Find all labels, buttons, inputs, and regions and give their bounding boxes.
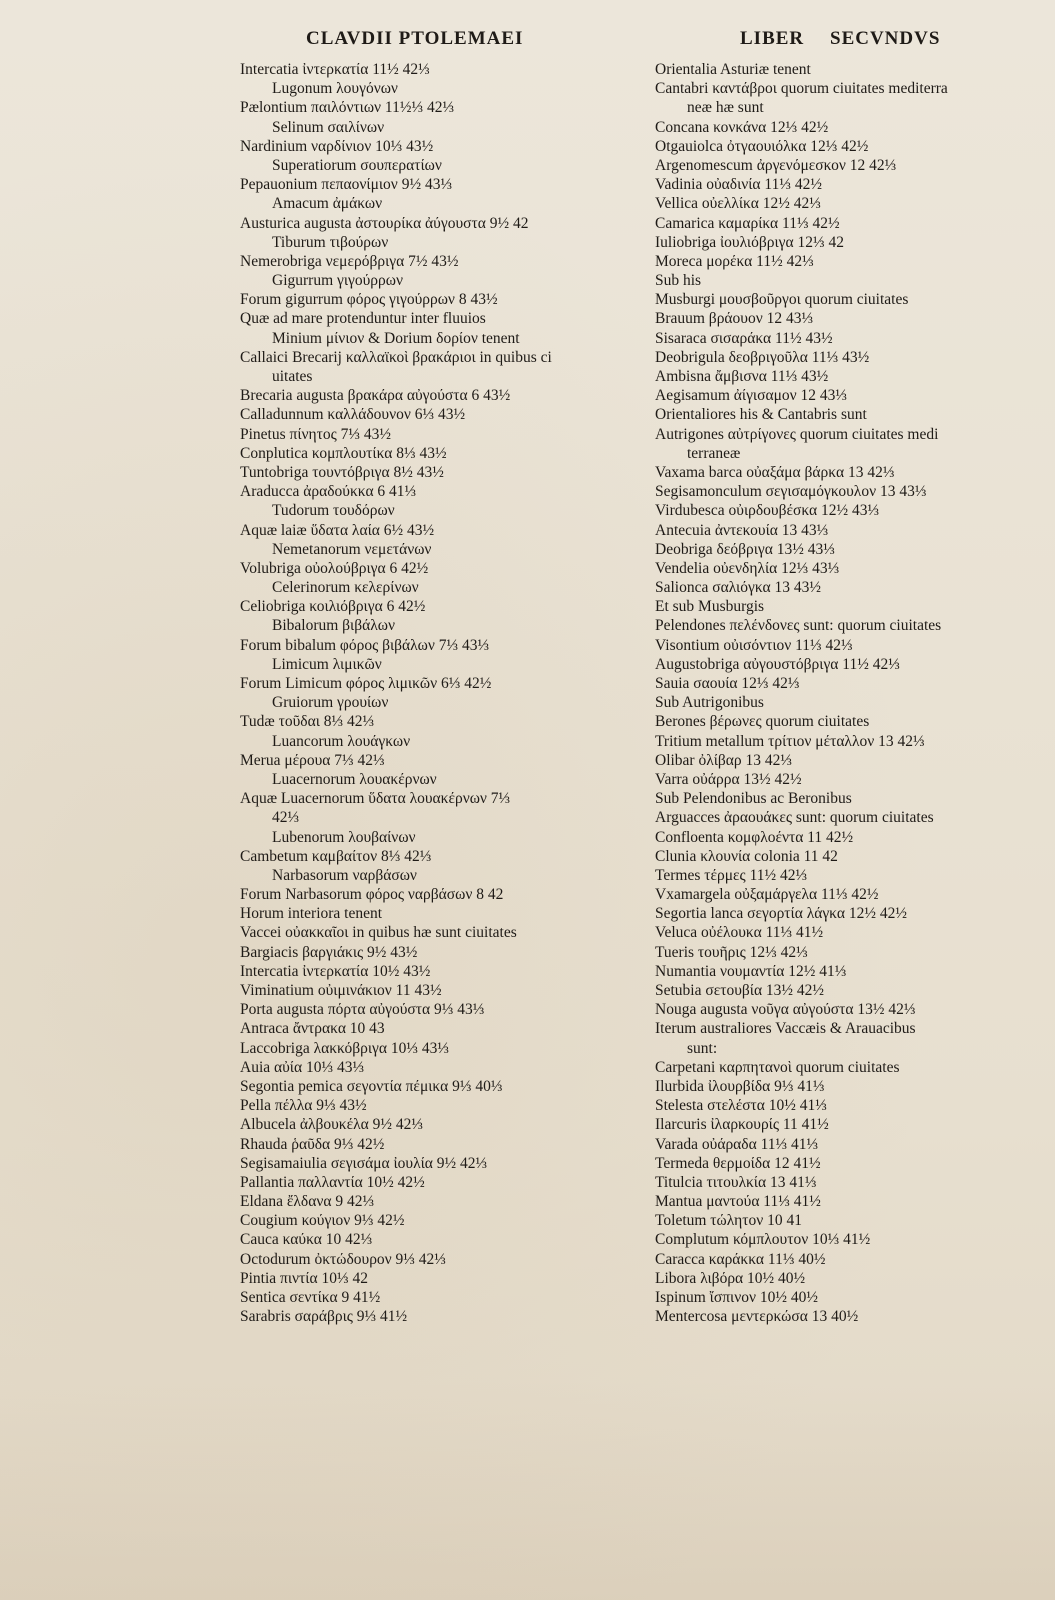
- text-line: Brecaria augusta βρακάρα αὐγούστα 6 43½: [240, 387, 511, 405]
- text-line: Sauia σαουία 12⅓ 42⅓: [655, 675, 800, 692]
- text-line: Complutum κόμπλουτον 10⅓ 41½: [655, 1231, 871, 1249]
- text-line: Arguacces ἀραουάκες sunt: quorum ciuitates: [655, 809, 934, 827]
- text-line: Tritium metallum τρίτιον μέταλλον 13 42⅓: [655, 732, 925, 750]
- text-line: Mantua μαντούα 11⅓ 41½: [655, 1193, 821, 1211]
- text-line: Sub Autrigonibus: [655, 694, 764, 712]
- text-line: Nouga augusta νοῦγα αὐγούστα 13½ 42⅓: [655, 1001, 916, 1019]
- text-line: Albucela ἀλβουκέλα 9½ 42⅓: [240, 1116, 423, 1134]
- text-line: Celiobriga κοιλιόβριγα 6 42½: [240, 598, 426, 616]
- text-line: Termeda θερμοίδα 12 41½: [655, 1154, 821, 1172]
- text-line: Amacum ἀμάκων: [272, 195, 383, 213]
- text-line: Pelendones πελένδονες sunt: quorum ciuitates: [655, 617, 942, 635]
- text-line: Sisaraca σισαράκα 11½ 43½: [655, 329, 833, 347]
- text-line: Lugonum λουγόνων: [272, 80, 398, 98]
- text-line: Camarica καμαρίκα 11⅓ 42½: [655, 214, 840, 232]
- text-line: Octodurum ὀκτώδουρον 9⅓ 42⅓: [240, 1250, 446, 1268]
- text-line: Orientalia Asturiæ tenent: [655, 61, 811, 78]
- text-line: Berones βέρωνες quorum ciuitates: [655, 713, 870, 731]
- text-line: Selinum σαιλίνων: [272, 118, 385, 136]
- text-line: Tiburum τιβούρων: [272, 233, 389, 251]
- text-line: Setubia σετουβία 13½ 42½: [655, 982, 825, 999]
- running-head-left: CLAVDII PTOLEMAEI: [306, 28, 524, 49]
- text-line: Confloenta κομφλοέντα 11 42½: [655, 828, 854, 846]
- text-line: Iterum australiores Vaccæis & Arauacibus: [655, 1020, 916, 1038]
- text-line: Intercatia ἰντερκατία 10½ 43½: [240, 962, 431, 980]
- text-line: Cauca καύκα 10 42⅓: [240, 1231, 373, 1249]
- text-line: Virdubesca οὐιρδουβέσκα 12½ 43⅓: [655, 502, 880, 520]
- text-line: Minium μίνιον & Dorium δορίον tenent: [272, 329, 520, 347]
- text-line: Vadinia οὐαδινία 11⅓ 42½: [655, 176, 822, 194]
- text-line: Antraca ἄντρακα 10 43: [240, 1020, 385, 1038]
- text-line: Aegisamum ἀίγισαμον 12 43⅓: [655, 387, 848, 405]
- text-line: Cougium κούγιον 9⅓ 42½: [240, 1212, 405, 1230]
- text-line: Vendelia οὐενδηλία 12⅓ 43⅓: [655, 559, 840, 577]
- text-line: Ispinum ἴσπινον 10½ 40½: [655, 1289, 818, 1306]
- text-line: Vellica οὐελλίκα 12½ 42⅓: [655, 195, 821, 213]
- text-line: Clunia κλουνία colonia 11 42: [655, 847, 838, 865]
- text-line: Tudæ τοῦδαι 8⅓ 42⅓: [240, 713, 375, 731]
- running-head-right-liber: LIBER: [740, 28, 805, 49]
- text-line: Augustobriga αὐγουστόβριγα 11½ 42⅓: [655, 655, 900, 673]
- text-line: Tuntobriga τουντόβριγα 8½ 43½: [240, 463, 444, 481]
- text-line: Vaccei οὐακκαῖοι in quibus hæ sunt ciuitates: [240, 924, 517, 942]
- text-line: Ilarcuris ἰλαρκουρίς 11 41½: [655, 1116, 829, 1134]
- text-line: Segisamaiulia σεγισάμα ἰουλία 9½ 42⅓: [240, 1154, 488, 1172]
- text-line: Segortia lanca σεγορτία λάγκα 12½ 42½: [655, 905, 907, 923]
- text-line: Deobrigula δεοβριγοῦλα 11⅓ 43½: [655, 348, 870, 366]
- text-line: Otgauiolca ὀτγαουιόλκα 12⅓ 42½: [655, 137, 869, 155]
- text-line: uitates: [272, 368, 313, 385]
- text-line: Segontia pemica σεγοντία πέμικα 9⅓ 40⅓: [240, 1077, 503, 1095]
- text-line: Forum gigurrum φόρος γιγούρρων 8 43½: [240, 291, 498, 309]
- text-line: Varra οὐάρρα 13½ 42½: [655, 770, 802, 788]
- text-line: Visontium οὐισόντιον 11⅓ 42⅓: [655, 636, 853, 654]
- text-line: Libora λιβόρα 10½ 40½: [655, 1269, 806, 1287]
- text-line: Vxamargela οὐξαμάργελα 11⅓ 42½: [655, 886, 879, 904]
- right-column: [655, 60, 1015, 1326]
- text-line: Merua μέρουα 7⅓ 42⅓: [240, 751, 385, 769]
- text-line: Orientaliores his & Cantabris sunt: [655, 406, 867, 424]
- text-line: Bibalorum βιβάλων: [272, 617, 395, 635]
- text-line: Argenomescum ἀργενόμεσκον 12 42⅓: [655, 156, 897, 174]
- text-line: Sentica σεντίκα 9 41½: [240, 1289, 381, 1306]
- text-line: Narbasorum ναρβάσων: [272, 866, 417, 884]
- text-line: Autrigones αὐτρίγονες quorum ciuitates medi: [655, 425, 939, 443]
- text-line: Sub Pelendonibus ac Beronibus: [655, 790, 852, 808]
- text-line: Ambisna ἄμβισνα 11⅓ 43½: [655, 368, 829, 385]
- text-line: Stelesta στελέστα 10½ 41⅓: [655, 1097, 827, 1115]
- text-line: Sarabris σαράβρις 9⅓ 41½: [240, 1308, 408, 1326]
- text-line: Segisamonculum σεγισαμόγκουλον 13 43⅓: [655, 483, 927, 501]
- text-line: 42⅓: [272, 809, 300, 827]
- text-line: Ilurbida ἰλουρβίδα 9⅓ 41⅓: [655, 1077, 825, 1095]
- text-line: Laccobriga λακκόβριγα 10⅓ 43⅓: [240, 1039, 450, 1057]
- text-line: Limicum λιμικῶν: [272, 655, 382, 673]
- text-line: Calladunnum καλλάδουνον 6⅓ 43½: [240, 406, 466, 424]
- text-line: Forum Narbasorum φόρος ναρβάσων 8 42: [240, 886, 504, 904]
- text-line: Salionca σαλιόγκα 13 43½: [655, 579, 821, 597]
- text-line: Porta augusta πόρτα αὐγούστα 9⅓ 43⅓: [240, 1001, 485, 1019]
- text-line: Celerinorum κελερίνων: [272, 579, 419, 597]
- text-line: Sub his: [655, 272, 702, 290]
- text-line: Toletum τώλητον 10 41: [655, 1212, 802, 1230]
- text-line: Rhauda ῥαῦδα 9⅓ 42½: [240, 1135, 385, 1153]
- text-line: Musburgi μουσβοῦργοι quorum ciuitates: [655, 291, 909, 309]
- text-line: Vaxama barca οὐαξάμα βάρκα 13 42⅓: [655, 463, 895, 481]
- text-line: Pinetus πίνητος 7⅓ 43½: [240, 425, 391, 443]
- text-line: Iuliobriga ἰουλιόβριγα 12⅓ 42: [655, 233, 844, 251]
- text-line: Luacernorum λουακέρνων: [272, 770, 437, 788]
- left-column: [240, 60, 600, 1326]
- text-line: Cambetum καμβαίτον 8⅓ 42⅓: [240, 847, 432, 865]
- text-line: Callaici Brecarij καλλαϊκοὶ βρακάριοι in quibus ci: [240, 348, 552, 366]
- text-line: Viminatium οὐιμινάκιον 11 43½: [240, 982, 442, 999]
- text-line: Veluca οὐέλουκα 11⅓ 41½: [655, 924, 824, 942]
- text-line: Intercatia ἰντερκατία 11½ 42⅓: [240, 61, 430, 78]
- text-line: Bargiacis βαργιάκις 9½ 43½: [240, 943, 418, 961]
- text-line: Cantabri καντάβροι quorum ciuitates mediterra: [655, 80, 948, 98]
- text-line: Pintia πιντία 10⅓ 42: [240, 1269, 368, 1287]
- text-line: Pella πέλλα 9⅓ 43½: [240, 1097, 367, 1115]
- text-line: Gruiorum γρουίων: [272, 694, 389, 712]
- text-line: Forum Limicum φόρος λιμικῶν 6⅓ 42½: [240, 675, 492, 692]
- text-line: Aquæ Luacernorum ὕδατα λουακέρνων 7⅓: [240, 790, 511, 808]
- text-line: Deobriga δεόβριγα 13½ 43⅓: [655, 540, 835, 558]
- text-line: Gigurrum γιγούρρων: [272, 272, 403, 290]
- text-line: Lubenorum λουβαίνων: [272, 828, 416, 846]
- text-line: Superatiorum σουπερατίων: [272, 156, 442, 174]
- text-line: neæ hæ sunt: [687, 99, 764, 117]
- text-line: Auia αὐία 10⅓ 43⅓: [240, 1058, 365, 1076]
- text-line: Conplutica κομπλουτίκα 8⅓ 43½: [240, 444, 447, 462]
- text-line: Tueris τουῆρις 12⅓ 42⅓: [655, 943, 808, 961]
- text-line: Volubriga οὐολούβριγα 6 42½: [240, 559, 429, 577]
- text-line: sunt:: [687, 1039, 718, 1057]
- text-line: Et sub Musburgis: [655, 598, 765, 616]
- text-line: Olibar ὀλίβαρ 13 42⅓: [655, 751, 793, 769]
- text-line: Titulcia τιτουλκία 13 41⅓: [655, 1173, 817, 1191]
- text-line: Concana κονκάνα 12⅓ 42½: [655, 118, 829, 136]
- text-line: Nemerobriga νεμερόβριγα 7½ 43½: [240, 252, 459, 270]
- text-line: Brauum βράουον 12 43⅓: [655, 310, 814, 328]
- text-line: Horum interiora tenent: [240, 905, 383, 923]
- text-line: Carpetani καρπητανοὶ quorum ciuitates: [655, 1058, 900, 1076]
- text-line: Termes τέρμες 11½ 42⅓: [655, 866, 808, 884]
- text-line: Austurica augusta ἀστουρίκα ἀύγουστα 9½ 42: [240, 214, 529, 232]
- text-line: Luancorum λουάγκων: [272, 732, 411, 750]
- paper-stain: [0, 1380, 1055, 1600]
- text-line: terraneæ: [687, 444, 741, 462]
- text-line: Tudorum τουδόρων: [272, 502, 395, 520]
- text-line: Pælontium παιλόντιων 11½⅓ 42⅓: [240, 99, 455, 117]
- text-line: Quæ ad mare protenduntur inter fluuios: [240, 310, 486, 328]
- text-line: Pallantia παλλαντία 10½ 42½: [240, 1173, 425, 1191]
- text-line: Moreca μορέκα 11½ 42⅓: [655, 252, 814, 270]
- text-line: Aquæ laiæ ὕδατα λαία 6½ 43½: [240, 521, 435, 539]
- text-line: Caracca καράκκα 11⅓ 40½: [655, 1250, 826, 1268]
- text-line: Varada οὐάραδα 11⅓ 41⅓: [655, 1135, 819, 1153]
- text-line: Araducca ἀραδούκκα 6 41⅓: [240, 483, 417, 501]
- text-line: Numantia νουμαντία 12½ 41⅓: [655, 962, 847, 980]
- text-line: Mentercosa μεντερκώσα 13 40½: [655, 1308, 859, 1326]
- text-line: Forum bibalum φόρος βιβάλων 7⅓ 43⅓: [240, 636, 490, 654]
- running-head-right-secundus: SECVNDVS: [830, 28, 941, 49]
- text-line: Antecuia ἀντεκουία 13 43⅓: [655, 521, 829, 539]
- text-line: Nardinium ναρδίνιον 10⅓ 43½: [240, 137, 434, 155]
- text-line: Nemetanorum νεμετάνων: [272, 540, 432, 558]
- text-line: Pepauonium πεπαονίμιον 9½ 43⅓: [240, 176, 453, 194]
- text-line: Eldana ἔλδανα 9 42⅓: [240, 1193, 375, 1211]
